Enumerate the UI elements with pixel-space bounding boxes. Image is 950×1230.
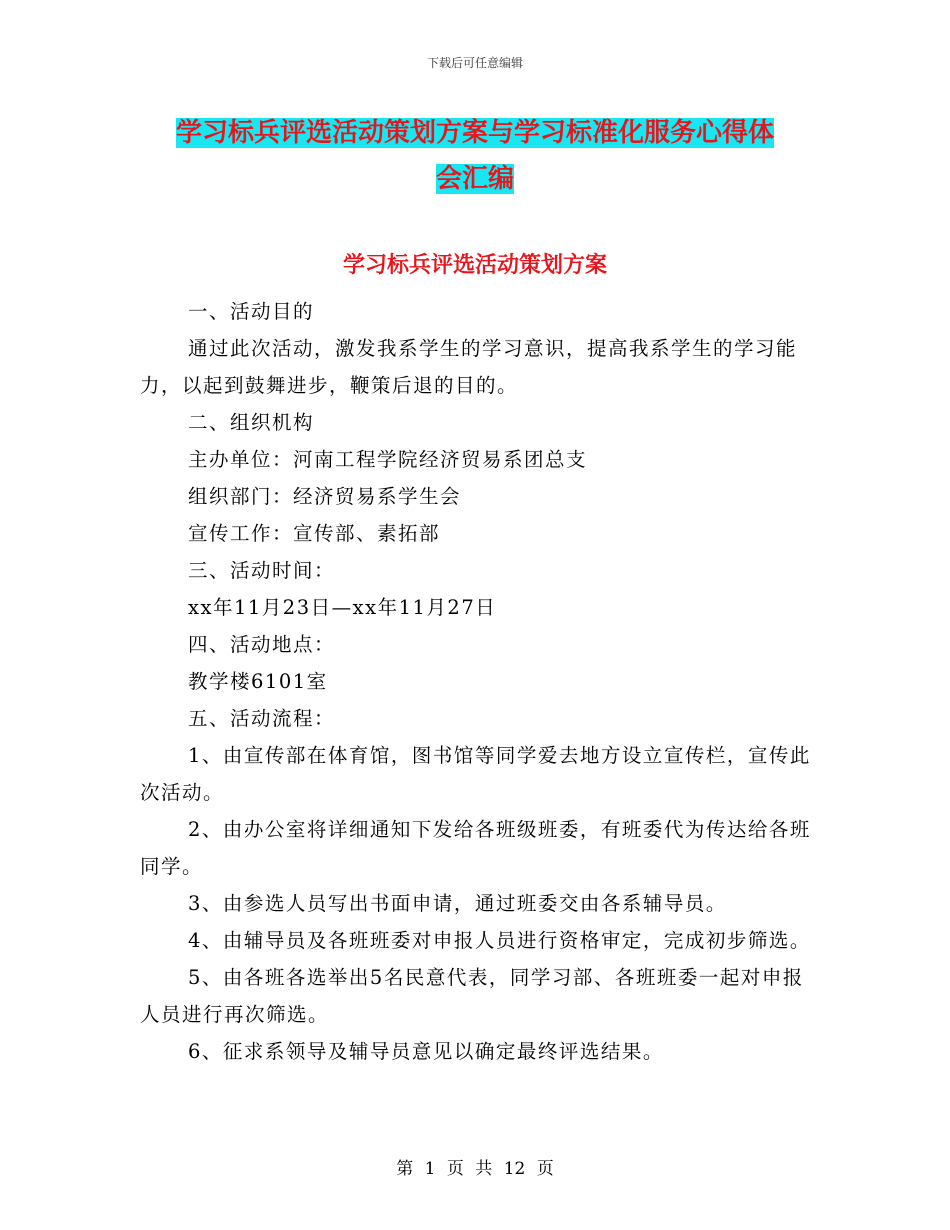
paragraph: 4、由辅导员及各班班委对申报人员进行资格审定，完成初步筛选。 bbox=[188, 929, 811, 952]
paragraph: xx年11月23日—xx年11月27日 bbox=[188, 596, 497, 619]
paragraph: 宣传工作：宣传部、素拓部 bbox=[188, 522, 441, 545]
paragraph: 一、活动目的 bbox=[188, 300, 315, 323]
document-title bbox=[140, 110, 810, 202]
section-title: 学习标兵评选活动策划方案 bbox=[342, 253, 607, 278]
paragraph: 6、征求系领导及辅导员意见以确定最终评选结果。 bbox=[188, 1040, 664, 1063]
paragraph: 五、活动流程： bbox=[188, 707, 336, 730]
document-title-line-2: 会汇编 bbox=[435, 164, 514, 194]
document-title-line-1: 学习标兵评选活动策划方案与学习标准化服务心得体 bbox=[175, 118, 774, 148]
paragraph: 1、由宣传部在体育馆，图书馆等同学爱去地方设立宣传栏，宣传此次活动。 bbox=[140, 744, 811, 804]
paragraph: 组织部门：经济贸易系学生会 bbox=[188, 485, 462, 508]
paragraph: 通过此次活动，激发我系学生的学习意识，提高我系学生的学习能力，以起到鼓舞进步，鞭策后退的目的。 bbox=[140, 337, 798, 397]
paragraph: 教学楼6101室 bbox=[188, 670, 328, 693]
paragraph: 二、组织机构 bbox=[188, 411, 315, 434]
paragraph: 四、活动地点： bbox=[188, 633, 336, 656]
paragraph: 2、由办公室将详细通知下发给各班级班委，有班委代为传达给各班同学。 bbox=[140, 818, 811, 878]
paragraph: 三、活动时间： bbox=[188, 559, 336, 582]
document-body bbox=[140, 293, 820, 1070]
page-footer: 第 1 页 共 12 页 bbox=[396, 1159, 554, 1179]
paragraph: 5、由各班各选举出5名民意代表，同学习部、各班班委一起对申报人员进行再次筛选。 bbox=[140, 966, 804, 1026]
paragraph: 3、由参选人员写出书面申请，通过班委交由各系辅导员。 bbox=[188, 892, 727, 915]
paragraph: 主办单位：河南工程学院经济贸易系团总支 bbox=[188, 448, 588, 471]
header-note: 下载后可任意编辑 bbox=[426, 56, 523, 70]
